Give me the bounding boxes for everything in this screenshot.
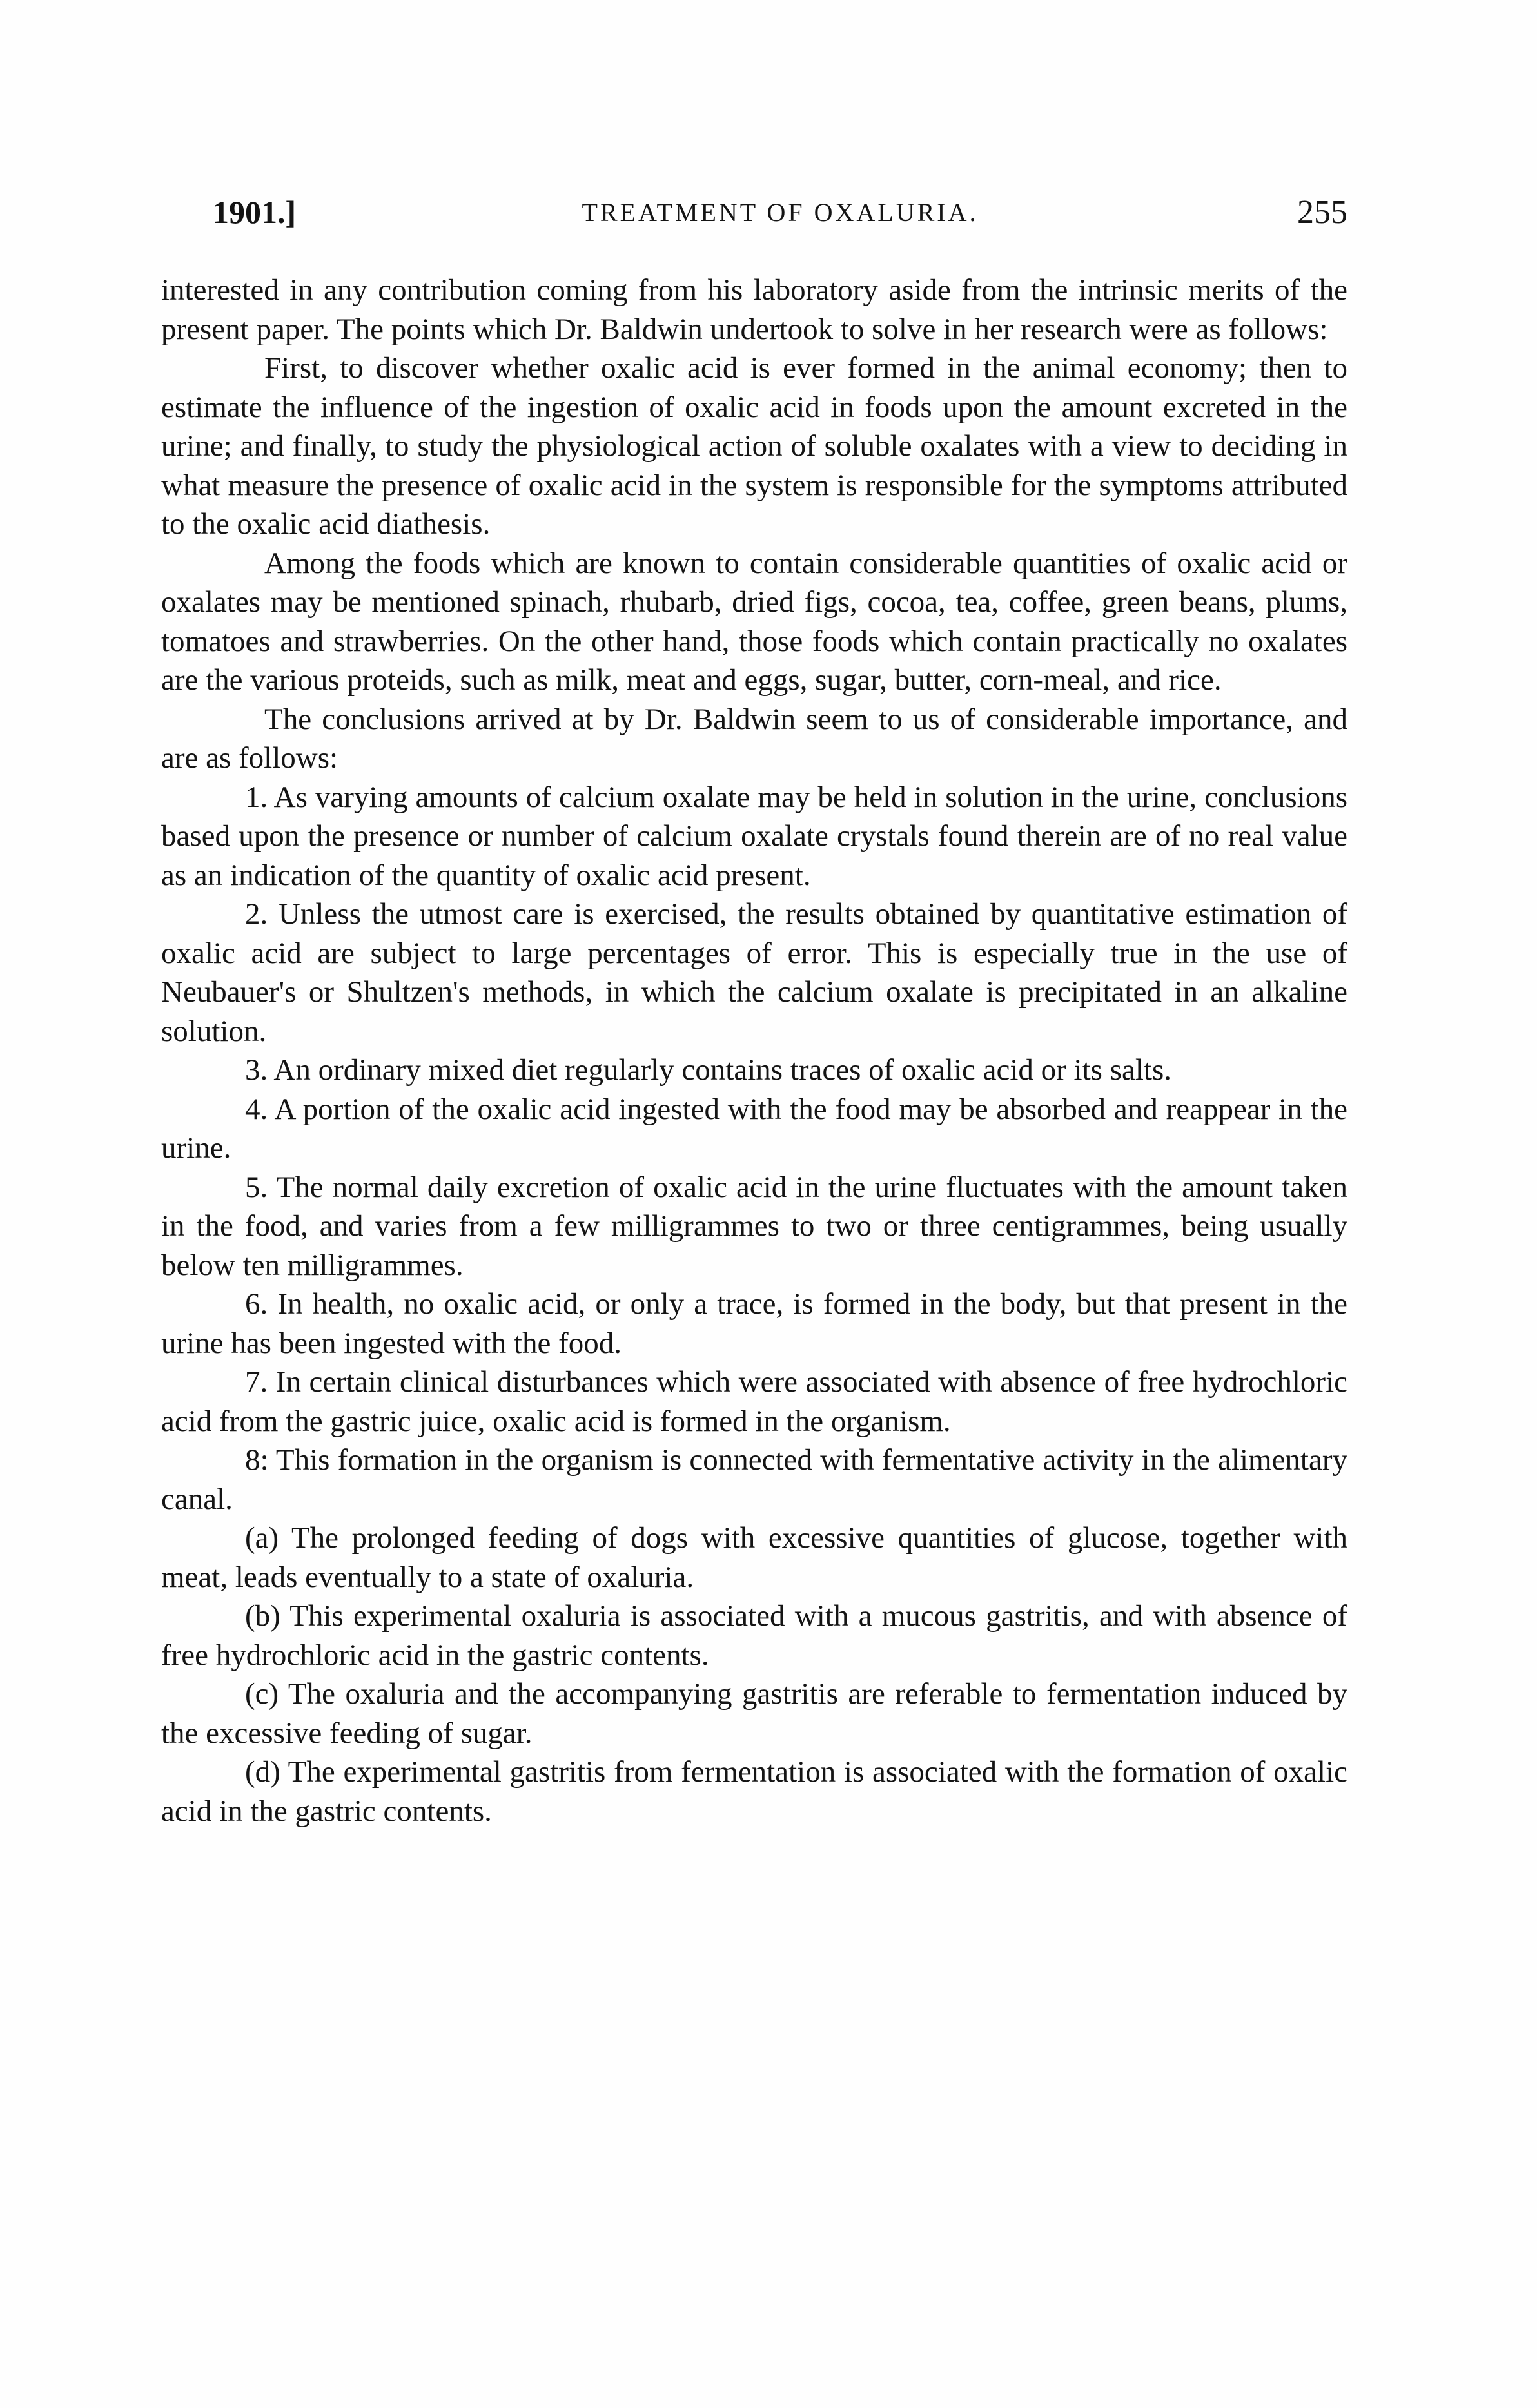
paragraph-research-goals: First, to discover whether oxalic acid is ever formed in the animal economy; then to estimate the influence of the ingestion of oxalic acid in foods upon the amount excreted in the urine; and finally, to study the physiological action of soluble oxalates with a view to deciding in what measure the presence of oxalic acid in the system is responsible for the symptoms attributed to the oxalic acid diathesis.: [161, 351, 1347, 541]
conclusion-4: 4. A portion of the oxalic acid ingested with the food may be absorbed and reappear in the urine.: [161, 1092, 1347, 1165]
conclusion-1: 1. As varying amounts of calcium oxalate may be held in solution in the urine, conclusions based upon the presence or number of calcium oxalate crystals found therein are of no real value as an indication of the quantity of oxalic acid present.: [161, 780, 1347, 892]
paragraph-foods: Among the foods which are known to contain considerable quantities of oxalic acid or oxalates may be mentioned spinach, rhubarb, dried figs, cocoa, tea, coffee, green beans, plums, tomatoes and strawberries. On the other hand, those foods which contain practically no oxalates are the various proteids, such as milk, meat and eggs, sugar, butter, corn-meal, and rice.: [161, 546, 1347, 697]
sub-conclusion-a: (a) The prolonged feeding of dogs with excessive quantities of glucose, together with meat, leads eventually to a state of oxaluria.: [161, 1521, 1347, 1594]
conclusion-6: 6. In health, no oxalic acid, or only a trace, is formed in the body, but that present in the urine has been ingested with the food.: [161, 1287, 1347, 1360]
sub-conclusion-d: (d) The experimental gastritis from fermentation is associated with the formation of oxalic acid in the gastric contents.: [161, 1755, 1347, 1828]
conclusion-2: 2. Unless the utmost care is exercised, the results obtained by quantitative estimation of oxalic acid are subject to large percentages of error. This is especially true in the use of Neubauer's or Shultzen's methods, in which the calcium oxalate is precipitated in an alkaline solution.: [161, 897, 1347, 1048]
conclusion-5: 5. The normal daily excretion of oxalic acid in the urine fluctuates with the amount taken in the food, and varies from a few milligrammes to two or three centigrammes, being usually below ten milligrammes.: [161, 1170, 1347, 1282]
conclusion-3: 3. An ordinary mixed diet regularly contains traces of oxalic acid or its salts.: [245, 1053, 1172, 1087]
header-title: TREATMENT OF OXALURIA.: [582, 198, 979, 227]
paragraph-conclusions-intro: The conclusions arrived at by Dr. Baldwin seem to us of considerable importance, and are as follows:: [161, 702, 1347, 775]
sub-conclusion-c: (c) The oxaluria and the accompanying gastritis are referable to fermentation induced by the excessive feeding of sugar.: [161, 1677, 1347, 1750]
conclusion-7: 7. In certain clinical disturbances which were associated with absence of free hydrochloric acid from the gastric juice, oxalic acid is formed in the organism.: [161, 1365, 1347, 1438]
body-text: [161, 271, 1347, 1830]
running-header: [213, 193, 1347, 245]
paragraph-continuation: interested in any contribution coming from his laboratory aside from the intrinsic merits of the present paper. The points which Dr. Baldwin undertook to solve in her research were as follows:: [161, 273, 1347, 346]
header-year: 1901.]: [213, 194, 297, 230]
sub-conclusion-b: (b) This experimental oxaluria is associated with a mucous gastritis, and with absence of free hydrochloric acid in the gastric contents.: [161, 1599, 1347, 1672]
page-number: 255: [1297, 194, 1347, 231]
conclusion-8: 8: This formation in the organism is connected with fermentative activity in the alimentary canal.: [161, 1443, 1347, 1516]
